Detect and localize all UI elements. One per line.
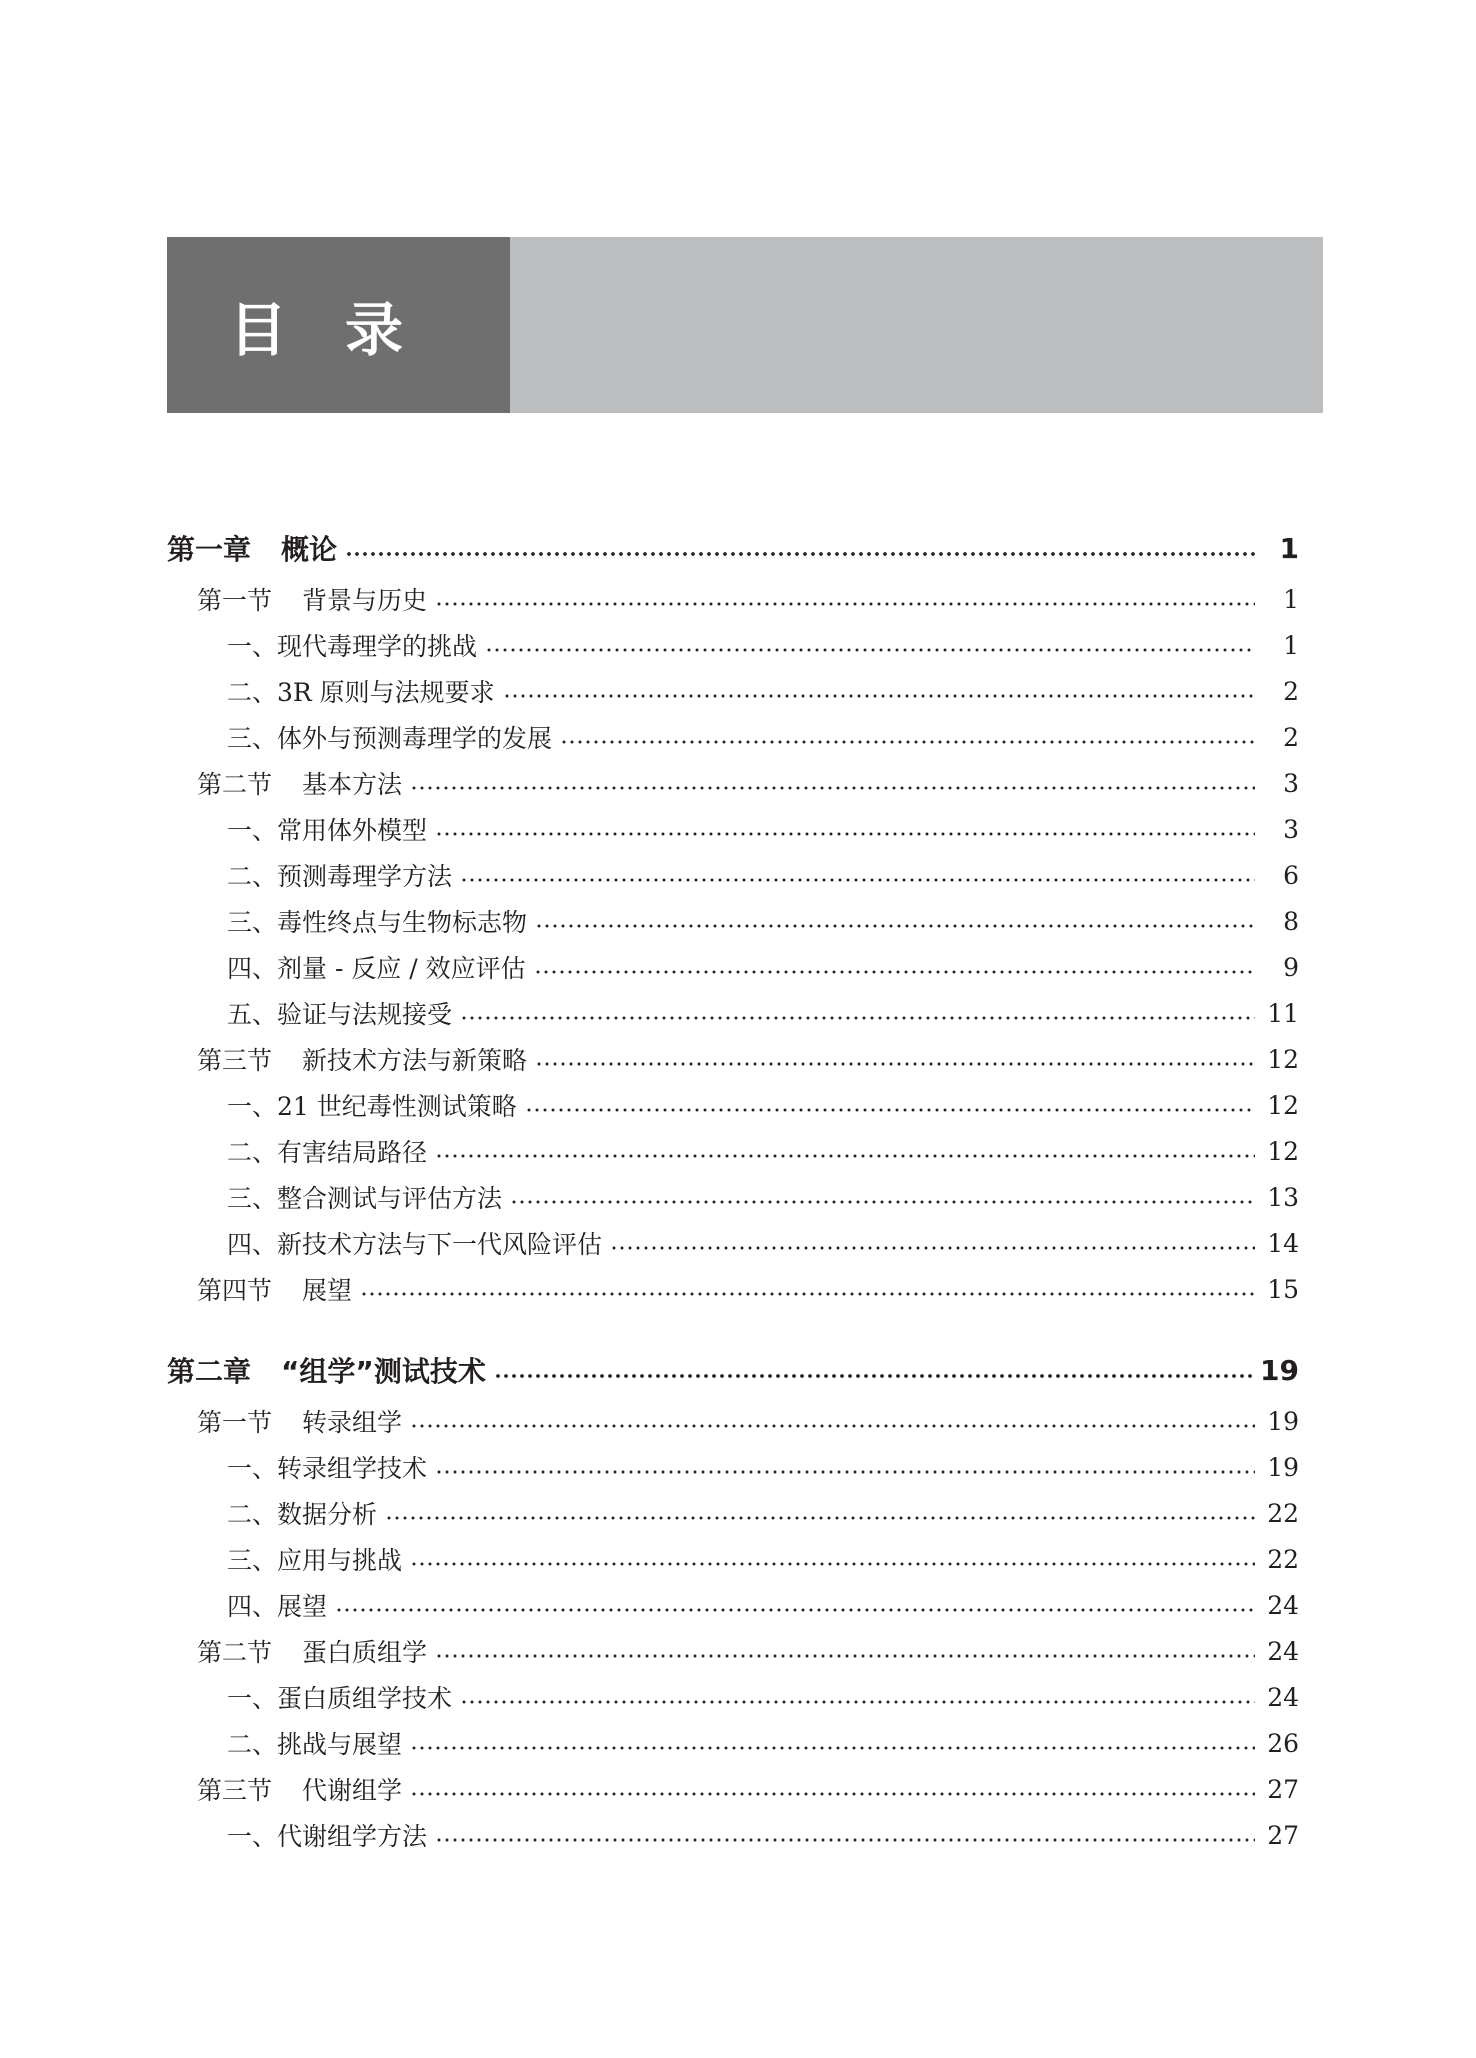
toc-entry-label [227,673,499,709]
dot-leader [345,520,1255,576]
toc-entry-label [227,1541,406,1577]
dot-leader [503,668,1255,714]
toc-header-banner [167,237,1323,413]
dot-leader [410,760,1255,806]
toc-entry-number: 第二节 [197,770,273,799]
dot-leader [385,1490,1255,1536]
dot-leader [610,1220,1255,1266]
toc-page-number: 22 [1267,1498,1299,1528]
toc-page-number: 12 [1267,1044,1299,1074]
toc-page-number: 12 [1267,1136,1299,1166]
toc-page-number: 2 [1283,676,1299,706]
toc-entry-label [227,949,530,985]
toc-entry-number: 第一章 [167,533,252,566]
toc-page-number: 12 [1267,1090,1299,1120]
dot-leader [360,1266,1255,1312]
dot-leader [410,1766,1255,1812]
toc-entry-title: 三、整合测试与评估方法 [227,1184,503,1213]
toc-entry-title: 一、转录组学技术 [227,1454,428,1483]
toc-entry-label [197,1041,531,1077]
dot-leader [460,1674,1255,1720]
toc-page-number: 3 [1283,814,1299,844]
toc-section-row[interactable] [167,576,1299,622]
toc-entry-label [197,1771,406,1807]
toc-entry-label [227,811,431,847]
toc-entry-title: 二、3R 原则与法规要求 [227,678,495,707]
toc-item-row[interactable] [167,714,1299,760]
toc-page-number: 24 [1267,1636,1299,1666]
toc-entry-title: 新技术方法与新策略 [302,1046,528,1075]
toc-section-row[interactable] [167,1628,1299,1674]
toc-entry-label [227,1495,381,1531]
dot-leader [485,622,1255,668]
toc-entry-title: 概论 [281,533,338,566]
toc-entry-label [227,1679,456,1715]
toc-item-row[interactable] [167,806,1299,852]
toc-entry-label [227,1449,431,1485]
toc-entry-title: 一、蛋白质组学技术 [227,1684,453,1713]
toc-entry-title: 一、常用体外模型 [227,816,428,845]
toc-item-row[interactable] [167,1128,1299,1174]
toc-page-number: 14 [1267,1228,1299,1258]
toc-item-row[interactable] [167,990,1299,1036]
toc-item-row[interactable] [167,1720,1299,1766]
toc-item-row[interactable] [167,1444,1299,1490]
toc-page-number: 11 [1267,998,1299,1028]
toc-entry-title: 三、毒性终点与生物标志物 [227,908,528,937]
toc-entry-title: 一、现代毒理学的挑战 [227,632,478,661]
toc-entry-label [227,995,456,1031]
toc-section-row[interactable] [167,1766,1299,1812]
toc-entry-title: 二、有害结局路径 [227,1138,428,1167]
toc-entry-title: 三、应用与挑战 [227,1546,403,1575]
toc-section-row[interactable] [167,760,1299,806]
toc-page-number: 15 [1267,1274,1299,1304]
toc-item-row[interactable] [167,1536,1299,1582]
toc-entry-label [227,857,456,893]
toc-page-number: 9 [1283,952,1299,982]
toc-entry-number: 第二章 [167,1355,252,1388]
toc-page-number: 24 [1267,1682,1299,1712]
toc-page-number: 22 [1267,1544,1299,1574]
dot-leader [494,1342,1255,1398]
toc-item-row[interactable] [167,1082,1299,1128]
toc-page-number: 13 [1267,1182,1299,1212]
dot-leader [335,1582,1255,1628]
toc-section-row[interactable] [167,1398,1299,1444]
toc-entry-title: 二、预测毒理学方法 [227,862,453,891]
toc-entry-title: 四、剂量 - 反应 / 效应评估 [227,954,526,983]
toc-item-row[interactable] [167,944,1299,990]
toc-page-number: 1 [1283,584,1299,614]
toc-entry-label [167,528,341,568]
toc-entry-title: 基本方法 [302,770,403,799]
toc-entry-title: 三、体外与预测毒理学的发展 [227,724,553,753]
toc-chapter-row[interactable] [167,1342,1299,1398]
toc-entry-title: 二、挑战与展望 [227,1730,403,1759]
dot-leader [435,1812,1255,1858]
toc-entry-label [227,1725,406,1761]
toc-page-number: 19 [1267,1406,1299,1436]
toc-entry-label [197,1633,431,1669]
toc-entry-number: 第一节 [197,586,273,615]
toc-entry-title: 背景与历史 [302,586,428,615]
toc-entry-number: 第一节 [197,1408,273,1437]
toc-item-row[interactable] [167,622,1299,668]
toc-page-number: 19 [1267,1452,1299,1482]
toc-entry-title: 蛋白质组学 [302,1638,428,1667]
toc-entry-title: 四、展望 [227,1592,328,1621]
toc-page-number: 3 [1283,768,1299,798]
header-dark-block [167,237,510,413]
dot-leader [560,714,1255,760]
table-of-contents [167,520,1299,1858]
toc-entry-title: 展望 [302,1276,353,1305]
toc-page-number: 27 [1267,1774,1299,1804]
toc-entry-number: 第二节 [197,1638,273,1667]
dot-leader [525,1082,1255,1128]
toc-item-row[interactable] [167,1582,1299,1628]
toc-page-number: 6 [1283,860,1299,890]
toc-entry-label [227,1817,431,1853]
toc-item-row[interactable] [167,1490,1299,1536]
toc-entry-label [227,627,481,663]
toc-item-row[interactable] [167,1674,1299,1720]
toc-page-number: 19 [1260,1353,1299,1387]
toc-page-number: 1 [1279,531,1299,565]
dot-leader [510,1174,1255,1220]
toc-entry-label [227,1087,521,1123]
dot-leader [435,806,1255,852]
toc-page-number: 24 [1267,1590,1299,1620]
toc-page-number: 8 [1283,906,1299,936]
dot-leader [410,1398,1255,1444]
toc-entry-title: 五、验证与法规接受 [227,1000,453,1029]
toc-entry-number: 第三节 [197,1776,273,1805]
toc-entry-label [197,581,431,617]
toc-page-number: 27 [1267,1820,1299,1850]
toc-item-row[interactable] [167,668,1299,714]
toc-item-row[interactable] [167,1220,1299,1266]
toc-entry-label [227,1587,331,1623]
toc-section-row[interactable] [167,1036,1299,1082]
toc-entry-label [227,903,531,939]
dot-leader [535,898,1255,944]
toc-item-row[interactable] [167,852,1299,898]
toc-entry-label [227,1225,606,1261]
toc-entry-label [197,765,406,801]
toc-entry-title: “组学”测试技术 [281,1355,486,1388]
toc-entry-title: 一、21 世纪毒性测试策略 [227,1092,517,1121]
toc-item-row[interactable] [167,1812,1299,1858]
toc-page-number: 1 [1283,630,1299,660]
toc-entry-label [197,1403,406,1439]
toc-entry-number: 第三节 [197,1046,273,1075]
dot-leader [535,1036,1255,1082]
toc-page-number: 26 [1267,1728,1299,1758]
toc-entry-title: 四、新技术方法与下一代风险评估 [227,1230,603,1259]
toc-entry-title: 一、代谢组学方法 [227,1822,428,1851]
toc-item-row[interactable] [167,898,1299,944]
dot-leader [435,1444,1255,1490]
toc-section-row[interactable] [167,1266,1299,1312]
toc-chapter-row[interactable] [167,520,1299,576]
page-title: 目录 [229,296,462,364]
toc-item-row[interactable] [167,1174,1299,1220]
toc-entry-label [227,1133,431,1169]
dot-leader [410,1720,1255,1766]
dot-leader [460,852,1255,898]
dot-leader [410,1536,1255,1582]
toc-entry-title: 二、数据分析 [227,1500,378,1529]
dot-leader [534,944,1255,990]
dot-leader [435,576,1255,622]
header-light-block [510,237,1323,413]
toc-entry-number: 第四节 [197,1276,273,1305]
toc-entry-label [167,1350,490,1390]
toc-entry-label [227,1179,506,1215]
toc-page-number: 2 [1283,722,1299,752]
toc-entry-label [197,1271,356,1307]
dot-leader [435,1128,1255,1174]
toc-entry-title: 代谢组学 [302,1776,403,1805]
dot-leader [460,990,1255,1036]
toc-entry-title: 转录组学 [302,1408,403,1437]
dot-leader [435,1628,1255,1674]
toc-entry-label [227,719,556,755]
